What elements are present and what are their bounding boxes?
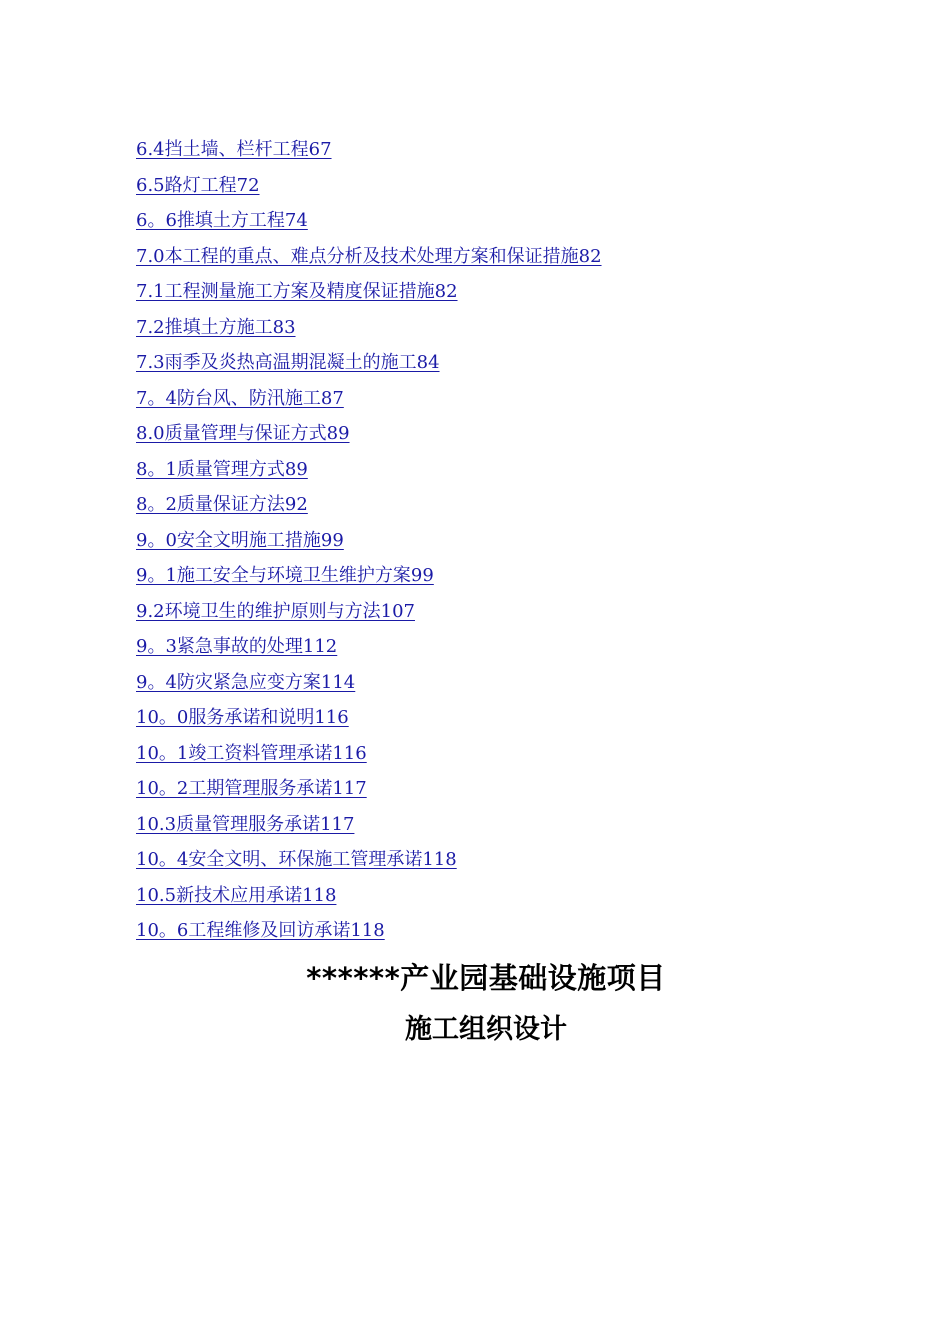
toc-link[interactable]: 10。1竣工资料管理承诺116 (136, 742, 367, 764)
toc-entry (136, 276, 836, 312)
toc-link[interactable]: 9。0安全文明施工措施99 (136, 529, 344, 551)
toc-entry (136, 347, 836, 383)
table-of-contents (136, 134, 836, 951)
toc-entry (136, 454, 836, 490)
toc-link[interactable]: 10.5新技术应用承诺118 (136, 884, 337, 906)
toc-link[interactable]: 9.2环境卫生的维护原则与方法107 (136, 600, 415, 622)
toc-entry (136, 560, 836, 596)
toc-link[interactable]: 10。6工程维修及回访承诺118 (136, 920, 385, 941)
toc-link[interactable]: 7.0本工程的重点、难点分析及技术处理方案和保证措施82 (136, 245, 602, 267)
toc-link[interactable]: 8.0质量管理与保证方式89 (136, 423, 350, 444)
toc-entry (136, 809, 836, 845)
toc-entry (136, 134, 836, 170)
toc-entry (136, 738, 836, 774)
toc-link[interactable]: 9。1施工安全与环境卫生维护方案99 (136, 565, 434, 586)
toc-link[interactable]: 7.1工程测量施工方案及精度保证措施82 (136, 281, 458, 302)
project-title: ******产业园基础设施项目 (306, 961, 666, 995)
toc-entry (136, 702, 836, 738)
toc-link[interactable]: 10。0服务承诺和说明116 (136, 707, 349, 728)
toc-link[interactable]: 6.5路灯工程72 (136, 174, 260, 196)
toc-entry (136, 667, 836, 703)
toc-entry (136, 170, 836, 206)
toc-link[interactable]: 7.2推填土方施工83 (136, 316, 296, 338)
toc-entry (136, 880, 836, 916)
toc-link[interactable]: 9。3紧急事故的处理112 (136, 636, 338, 657)
toc-link[interactable]: 10。4安全文明、环保施工管理承诺118 (136, 849, 457, 870)
document-title (0, 955, 950, 1053)
toc-entry (136, 596, 836, 632)
toc-entry (136, 241, 836, 277)
toc-entry (136, 631, 836, 667)
toc-link[interactable]: 6.4挡土墙、栏杆工程67 (136, 139, 332, 160)
toc-link[interactable]: 6。6推填土方工程74 (136, 210, 308, 231)
toc-entry (136, 383, 836, 419)
toc-link[interactable]: 7.3雨季及炎热高温期混凝土的施工84 (136, 352, 440, 373)
toc-entry (136, 773, 836, 809)
toc-entry (136, 312, 836, 348)
toc-entry (136, 418, 836, 454)
toc-entry (136, 205, 836, 241)
toc-entry (136, 844, 836, 880)
toc-link[interactable]: 8。2质量保证方法92 (136, 494, 308, 515)
toc-link[interactable]: 9。4防灾紧急应变方案114 (136, 671, 356, 693)
toc-link[interactable]: 8。1质量管理方式89 (136, 458, 308, 480)
toc-link[interactable]: 10.3质量管理服务承诺117 (136, 813, 355, 835)
document-subtitle: 施工组织设计 (405, 1014, 567, 1045)
toc-entry (136, 525, 836, 561)
toc-link[interactable]: 10。2工期管理服务承诺117 (136, 778, 367, 799)
toc-entry (136, 915, 836, 951)
toc-entry (136, 489, 836, 525)
toc-link[interactable]: 7。4防台风、防汛施工87 (136, 387, 344, 409)
